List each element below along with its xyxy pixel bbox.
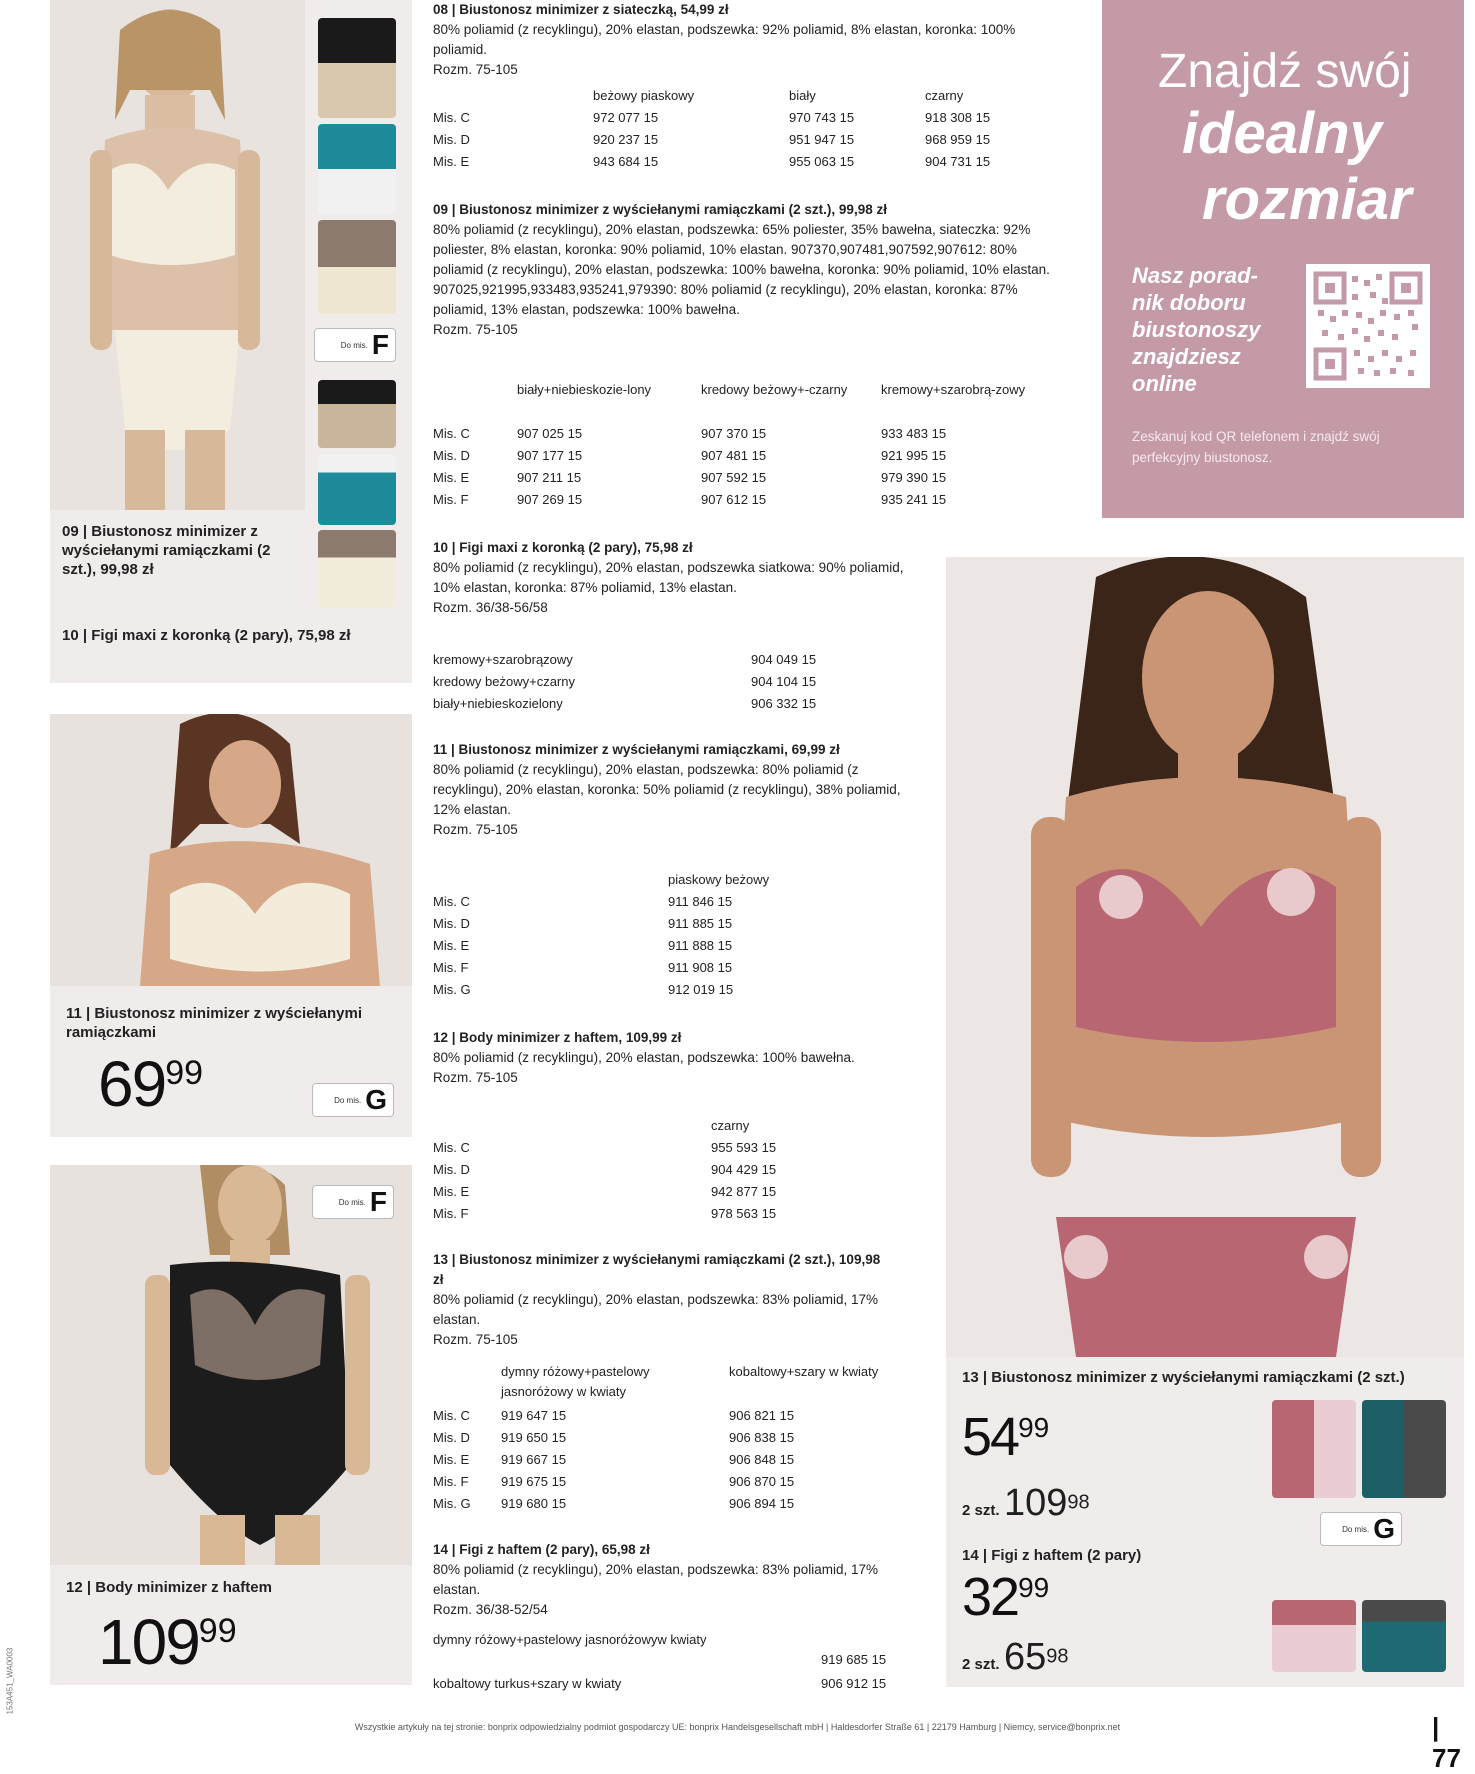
product-desc: 80% poliamid (z recyklingu), 20% elastan, podszewka: 83% poliamid, 17% elastan. (433, 1562, 878, 1597)
row-label: Mis. F (433, 1474, 469, 1489)
row-label: Mis. C (433, 894, 470, 909)
col-header: czarny (925, 88, 964, 103)
guide-line: Nasz porad- (1132, 263, 1258, 288)
caption-number: 14 (962, 1547, 979, 1564)
product-10-table (433, 650, 933, 716)
article-no: 911 885 15 (668, 916, 733, 931)
caption-10: 10 | Figi maxi z koronką (2 pary), 75,98 zł (62, 627, 351, 644)
article-no: 919 685 15 (821, 1652, 887, 1667)
price-14 (962, 1567, 1050, 1627)
row-label: Mis. F (433, 492, 469, 507)
cup-size-badge-g (312, 1083, 394, 1117)
promo-scan-text: Zeskanuj kod QR telefonem i znajdź swój perfekcyjny biustonosz. (1132, 429, 1380, 465)
row-label: Mis. C (433, 110, 470, 125)
product-title: 12 | Body minimizer z haftem, 109,99 zł (433, 1030, 682, 1045)
article-no: 907 612 15 (701, 492, 767, 507)
row-label: Mis. E (433, 938, 470, 953)
promo-line1: Znajdź swój (1158, 45, 1412, 98)
caption-number: 13 (962, 1369, 979, 1386)
color-name: dymny różowy+pastelowy jasnoróżowyw kwiaty (433, 1632, 707, 1647)
caption-09: 09 | Biustonosz minimizer z wyściełanymi ramiączkami (2 szt.), 99,98 zł (62, 523, 271, 578)
product-10-block (433, 538, 913, 618)
price-int: 54 (962, 1407, 1019, 1467)
color-name: kredowy beżowy+czarny (433, 674, 575, 689)
caption-text: Biustonosz minimizer z wyściełanymi ramiączkami (2 szt.) (991, 1369, 1405, 1386)
col-header: kobaltowy+szary w kwiaty (729, 1364, 879, 1379)
col-header: biały+niebieskozie-lony (517, 382, 652, 397)
article-no: 907 481 15 (701, 448, 767, 463)
product-title: 11 | Biustonosz minimizer z wyściełanymi ramiączkami, 69,99 zł (433, 742, 840, 757)
caption-text: Biustonosz minimizer z wyściełanymi ramiączkami (66, 1005, 362, 1041)
article-no: 943 684 15 (593, 154, 659, 169)
multi-dec: 98 (1067, 1491, 1090, 1514)
product-size: Rozm. 75-105 (433, 1070, 518, 1085)
price-dec: 99 (198, 1612, 237, 1650)
article-no: 955 593 15 (711, 1140, 777, 1155)
article-no: 911 846 15 (668, 894, 733, 909)
color-name: kobaltowy turkus+szary w kwiaty (433, 1676, 622, 1691)
price-13-multi (962, 1482, 1090, 1525)
caption-text: Figi maxi z koronką (2 pary), 75,98 zł (91, 627, 351, 644)
article-no: 906 912 15 (821, 1676, 887, 1691)
size-guide-promo[interactable] (1102, 0, 1464, 518)
article-no: 907 211 15 (517, 470, 582, 485)
price-dec: 99 (1018, 1412, 1050, 1443)
article-no: 906 821 15 (729, 1408, 795, 1423)
article-no: 904 104 15 (751, 674, 817, 689)
model-photo-ivory-set (50, 0, 305, 510)
thumb-brief-rose-pink[interactable] (1272, 1600, 1356, 1672)
caption-number: 09 (62, 523, 79, 540)
article-no: 907 025 15 (517, 426, 583, 441)
model-illustration-icon (50, 0, 305, 510)
caption-number: 11 (66, 1005, 82, 1022)
article-no: 920 237 15 (593, 132, 659, 147)
product-09-table (433, 380, 1053, 510)
article-no: 979 390 15 (881, 470, 947, 485)
caption-number: 10 (62, 627, 79, 644)
article-no: 968 959 15 (925, 132, 991, 147)
product-title: 09 | Biustonosz minimizer z wyściełanymi ramiączkami (2 szt.), 99,98 zł (433, 202, 887, 217)
col-header: kredowy beżowy+-czarny (701, 382, 848, 397)
caption-14: 14 | Figi z haftem (2 pary) (962, 1547, 1142, 1564)
thumb-bra-teal-grey[interactable] (1362, 1400, 1446, 1498)
badge-letter: G (365, 1084, 387, 1115)
caption-text: Biustonosz minimizer z wyściełanymi ramiączkami (2 szt.), 99,98 zł (62, 523, 271, 578)
product-14-block (433, 1540, 893, 1620)
row-label: Mis. G (433, 982, 471, 997)
col-header: dymny różowy+pastelowy jasnoróżowy w kwiaty (501, 1364, 650, 1399)
product-14-table (433, 1630, 933, 1696)
badge-letter: F (371, 329, 389, 360)
caption-text: Figi z haftem (2 pary) (991, 1547, 1142, 1564)
thumb-brief-black-beige[interactable] (318, 380, 396, 448)
article-no: 907 177 15 (517, 448, 583, 463)
guide-line: online (1132, 371, 1197, 396)
caption-13: 13 | Biustonosz minimizer z wyściełanymi ramiączkami (2 szt.) (962, 1369, 1405, 1386)
article-no: 942 877 15 (711, 1184, 777, 1199)
article-no: 906 332 15 (751, 696, 817, 711)
article-no: 935 241 15 (881, 492, 947, 507)
price-12 (98, 1606, 237, 1678)
price-int: 32 (962, 1567, 1019, 1627)
article-no: 919 680 15 (501, 1496, 567, 1511)
article-no: 912 019 15 (668, 982, 734, 997)
color-name: biały+niebieskozielony (433, 696, 563, 711)
product-size: Rozm. 75-105 (433, 1332, 518, 1347)
badge-prefix: Do mis. (338, 1197, 366, 1207)
col-header: kremowy+szarobrą-zowy (881, 382, 1026, 397)
product-08-block (433, 0, 1033, 80)
thumb-brief-teal-grey[interactable] (1362, 1600, 1446, 1672)
article-no: 919 650 15 (501, 1430, 567, 1445)
price-int: 69 (98, 1048, 166, 1120)
qr-code-icon[interactable] (1306, 264, 1430, 388)
product-desc: 80% poliamid (z recyklingu), 20% elastan, podszewka: 80% poliamid (z recyklingu), 20% elastan, koronka: 50% poliamid (z recyklingu), 38% poliamid, 12% elastan. (433, 762, 901, 817)
article-no: 904 731 15 (925, 154, 991, 169)
badge-letter: F (369, 1186, 387, 1217)
multi-label: 2 szt. (962, 1656, 1000, 1673)
article-no: 907 269 15 (517, 492, 583, 507)
product-08-table (433, 86, 1033, 176)
product-title: 14 | Figi z haftem (2 pary), 65,98 zł (433, 1542, 650, 1557)
cup-size-badge-f (312, 1185, 394, 1219)
product-desc: 80% poliamid (z recyklingu), 20% elastan, podszewka: 100% bawełna. (433, 1050, 855, 1065)
promo-guide-text (1132, 262, 1260, 397)
product-11-block (433, 740, 913, 840)
caption-11: 11 | Biustonosz minimizer z wyściełanymi ramiączkami (66, 1005, 362, 1041)
badge-prefix: Do mis. (1342, 1524, 1370, 1534)
row-label: Mis. D (433, 132, 470, 147)
model-photo-ivory-bra (50, 714, 412, 986)
multi-int: 109 (1003, 1482, 1068, 1524)
model-photo-rose-set (946, 557, 1464, 1357)
row-label: Mis. E (433, 470, 470, 485)
article-no: 921 995 15 (881, 448, 947, 463)
model-illustration-icon (946, 557, 1464, 1357)
product-title: 13 | Biustonosz minimizer z wyściełanymi ramiączkami (2 szt.), 109,98 zł (433, 1252, 881, 1287)
article-no: 904 429 15 (711, 1162, 777, 1177)
product-desc: 80% poliamid (z recyklingu), 20% elastan, podszewka siatkowa: 90% poliamid, 10% elastan, koronka: 87% poliamid, 13% elastan. (433, 560, 904, 595)
product-desc: 80% poliamid (z recyklingu), 20% elastan, podszewka: 92% poliamid, 8% elastan, koronka: 100% poliamid. (433, 22, 1016, 57)
multi-dec: 98 (1046, 1645, 1069, 1668)
row-label: Mis. G (433, 1496, 471, 1511)
row-label: Mis. D (433, 1430, 470, 1445)
row-label: Mis. E (433, 1452, 470, 1467)
thumb-bra-rose-pink[interactable] (1272, 1400, 1356, 1498)
price-14-multi (962, 1636, 1069, 1679)
article-no: 978 563 15 (711, 1206, 777, 1221)
qr-pattern-icon (1312, 270, 1424, 382)
promo-line2: idealny (1182, 101, 1382, 166)
product-desc: 80% poliamid (z recyklingu), 20% elastan, podszewka: 65% poliester, 35% bawełna, siateczka: 92% poliester, 8% elastan, koronka: 90% poliamid, 10% elastan. 907370,907481,907592,907612: 80% poliamid (z recyklingu), 20% elastan, podszewka: 100% bawełna, koronka: 90% poliamid, 10% elastan. 907025,921995,933483,935241,979390: 80% poliamid (z recyklingu), 20% elastan, koronka: 87% poliamid, 13% elastan, podszewka: 100% bawełna. (433, 222, 1050, 317)
product-12-block (433, 1028, 893, 1088)
col-header: czarny (711, 1118, 750, 1133)
row-label: Mis. D (433, 1162, 470, 1177)
side-code: 153A451_WA0003 (5, 1647, 15, 1715)
article-no: 970 743 15 (789, 110, 855, 125)
article-no: 907 592 15 (701, 470, 767, 485)
row-label: Mis. D (433, 916, 470, 931)
product-13-block (433, 1250, 893, 1350)
article-no: 919 675 15 (501, 1474, 567, 1489)
guide-line: nik doboru (1132, 290, 1246, 315)
row-label: Mis. E (433, 1184, 470, 1199)
product-size: Rozm. 75-105 (433, 322, 518, 337)
page-number: | 77 (1432, 1712, 1461, 1773)
caption-number: 12 (66, 1579, 83, 1596)
badge-prefix: Do mis. (340, 340, 368, 350)
row-label: Mis. F (433, 960, 469, 975)
footer-legal: Wszystkie artykuły na tej stronie: bonprix odpowiedzialny podmiot gospodarczy UE: bonprix Handelsgesellschaft mbH | Haldesdorfer Straße 61 | 22179 Hamburg | Niemcy, service@bonprix.net (354, 1722, 1121, 1732)
article-no: 911 908 15 (668, 960, 733, 975)
caption-12: 12 | Body minimizer z haftem (66, 1579, 272, 1596)
product-13-table (433, 1362, 933, 1518)
price-dec: 99 (1018, 1572, 1050, 1603)
product-title: 08 | Biustonosz minimizer z siateczką, 54,99 zł (433, 2, 729, 17)
cup-size-badge-g (1320, 1512, 1402, 1546)
guide-line: biustonoszy (1132, 317, 1261, 342)
product-12-table (433, 1116, 933, 1226)
product-title: 10 | Figi maxi z koronką (2 pary), 75,98 zł (433, 540, 693, 555)
product-size: Rozm. 36/38-52/54 (433, 1602, 548, 1617)
row-label: Mis. D (433, 448, 470, 463)
color-name: kremowy+szarobrązowy (433, 652, 573, 667)
model-photo-black-body (50, 1165, 412, 1565)
price-int: 109 (98, 1606, 199, 1678)
row-label: Mis. C (433, 1140, 470, 1155)
multi-int: 65 (1003, 1636, 1047, 1678)
article-no: 906 848 15 (729, 1452, 795, 1467)
product-11-table (433, 870, 933, 1002)
article-no: 918 308 15 (925, 110, 991, 125)
model-illustration-icon (50, 714, 412, 986)
article-no: 919 647 15 (501, 1408, 567, 1423)
article-no: 911 888 15 (668, 938, 733, 953)
product-size: Rozm. 36/38-56/58 (433, 600, 548, 615)
product-size: Rozm. 75-105 (433, 822, 518, 837)
row-label: Mis. C (433, 1408, 470, 1423)
caption-text: Body minimizer z haftem (95, 1579, 272, 1596)
article-no: 951 947 15 (789, 132, 855, 147)
guide-line: znajdziesz (1132, 344, 1241, 369)
col-header: biały (789, 88, 816, 103)
row-label: Mis. C (433, 426, 470, 441)
article-no: 906 894 15 (729, 1496, 795, 1511)
article-no: 955 063 15 (789, 154, 855, 169)
article-no: 906 838 15 (729, 1430, 795, 1445)
col-header: beżowy piaskowy (593, 88, 695, 103)
article-no: 907 370 15 (701, 426, 767, 441)
article-no: 933 483 15 (881, 426, 947, 441)
promo-line3: rozmiar (1202, 167, 1412, 232)
thumb-bra-teal-white[interactable] (318, 124, 396, 214)
cup-size-badge-f (314, 328, 396, 362)
article-no: 906 870 15 (729, 1474, 795, 1489)
row-label: Mis. F (433, 1206, 469, 1221)
badge-letter: G (1373, 1513, 1395, 1544)
thumb-bra-black-beige[interactable] (318, 18, 396, 118)
article-no: 919 667 15 (501, 1452, 567, 1467)
model-illustration-icon (50, 1165, 412, 1565)
article-no: 972 077 15 (593, 110, 659, 125)
price-dec: 99 (165, 1054, 204, 1092)
thumb-brief-teal-white[interactable] (318, 455, 396, 525)
badge-prefix: Do mis. (334, 1095, 362, 1105)
product-size: Rozm. 75-105 (433, 62, 518, 77)
price-13 (962, 1407, 1050, 1467)
multi-label: 2 szt. (962, 1502, 1000, 1519)
article-no: 904 049 15 (751, 652, 817, 667)
price-11 (98, 1048, 204, 1120)
row-label: Mis. E (433, 154, 470, 169)
thumb-brief-taupe-cream[interactable] (318, 530, 396, 608)
thumb-bra-taupe-cream[interactable] (318, 220, 396, 314)
product-09-block (433, 200, 1058, 340)
product-desc: 80% poliamid (z recyklingu), 20% elastan, podszewka: 83% poliamid, 17% elastan. (433, 1292, 878, 1327)
col-header: piaskowy beżowy (668, 872, 770, 887)
